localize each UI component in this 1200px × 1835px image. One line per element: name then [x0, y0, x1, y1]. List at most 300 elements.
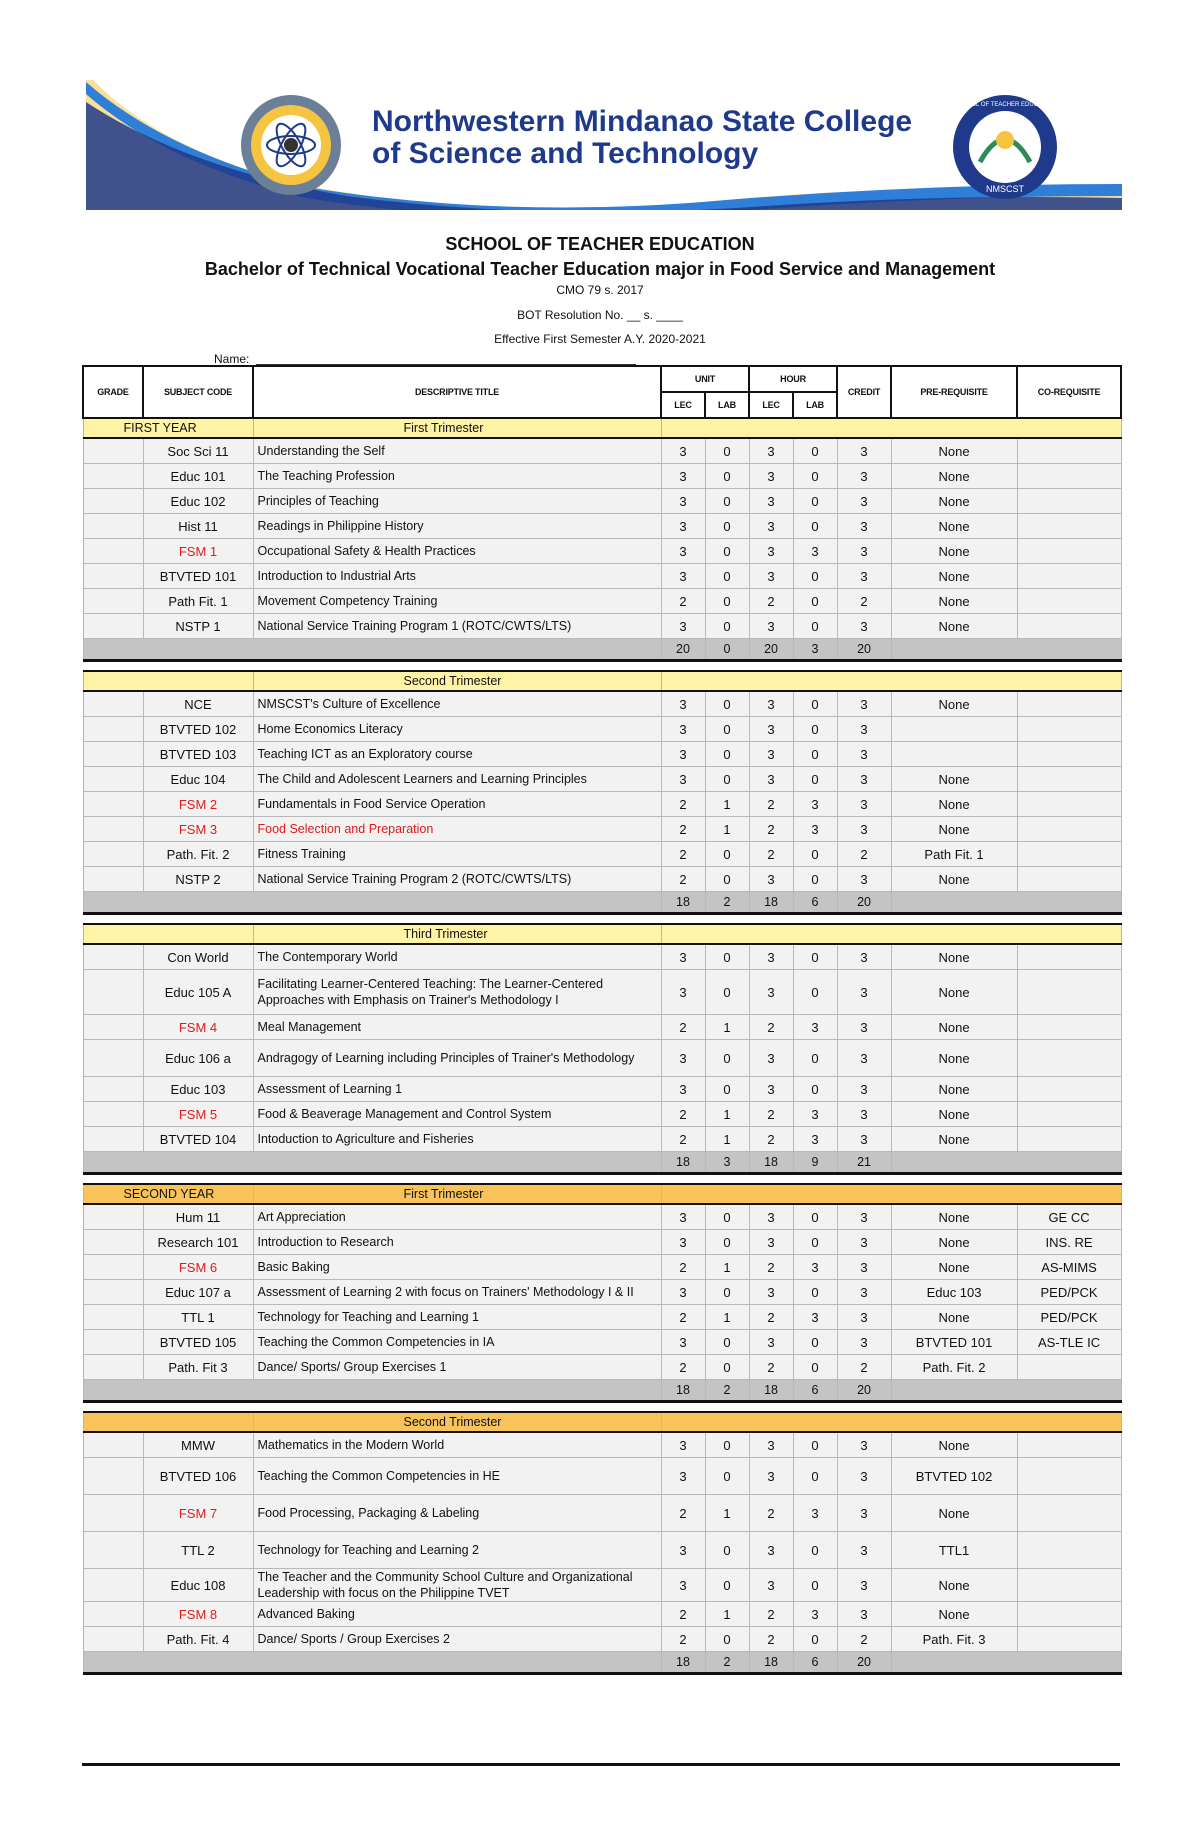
- total-u-lec: 18: [661, 892, 705, 914]
- subject-code: FSM 5: [143, 1102, 253, 1127]
- grade-cell[interactable]: [83, 1280, 143, 1305]
- h-lab-cell: 0: [793, 1627, 837, 1652]
- grade-cell[interactable]: [83, 1569, 143, 1602]
- pre-requisite: BTVTED 102: [891, 1458, 1017, 1495]
- course-row: [83, 464, 1121, 489]
- col-unit: UNIT: [661, 366, 749, 392]
- course-row: [83, 489, 1121, 514]
- u-lab-cell: 0: [705, 767, 749, 792]
- pre-requisite: Path Fit. 1: [891, 842, 1017, 867]
- co-requisite: AS-TLE IC: [1017, 1330, 1121, 1355]
- credit-cell: 3: [837, 1458, 891, 1495]
- h-lab-cell: 0: [793, 842, 837, 867]
- total-u-lab: 3: [705, 1152, 749, 1174]
- descriptive-title: National Service Training Program 1 (ROTC/CWTS/LTS): [253, 614, 661, 639]
- u-lec-cell: 2: [661, 1015, 705, 1040]
- credit-cell: 2: [837, 1355, 891, 1380]
- subject-code: Hum 11: [143, 1204, 253, 1230]
- u-lec-cell: 3: [661, 1532, 705, 1569]
- term-filler: [661, 671, 1121, 691]
- pre-requisite: None: [891, 1432, 1017, 1458]
- total-filler: [891, 639, 1121, 661]
- h-lab-cell: 0: [793, 514, 837, 539]
- h-lec-cell: 2: [749, 1355, 793, 1380]
- total-u-lab: 2: [705, 1652, 749, 1674]
- subject-code: Hist 11: [143, 514, 253, 539]
- h-lab-cell: 0: [793, 1204, 837, 1230]
- subject-code: BTVTED 105: [143, 1330, 253, 1355]
- credit-cell: 2: [837, 589, 891, 614]
- subject-code: Path. Fit. 4: [143, 1627, 253, 1652]
- descriptive-title: The Child and Adolescent Learners and Learning Principles: [253, 767, 661, 792]
- grade-cell[interactable]: [83, 514, 143, 539]
- grade-cell[interactable]: [83, 1532, 143, 1569]
- term-label: First Trimester: [253, 1184, 661, 1204]
- col-unit-lec: LEC: [661, 392, 705, 418]
- course-row: [83, 1458, 1121, 1495]
- subject-code: FSM 8: [143, 1602, 253, 1627]
- grade-cell[interactable]: [83, 1355, 143, 1380]
- u-lec-cell: 3: [661, 539, 705, 564]
- u-lab-cell: 0: [705, 1532, 749, 1569]
- u-lab-cell: 0: [705, 1204, 749, 1230]
- section-gap: [83, 914, 1121, 925]
- subject-code: NSTP 2: [143, 867, 253, 892]
- descriptive-title: National Service Training Program 2 (ROTC/CWTS/LTS): [253, 867, 661, 892]
- u-lab-cell: 0: [705, 1355, 749, 1380]
- co-requisite: PED/PCK: [1017, 1305, 1121, 1330]
- pre-requisite: None: [891, 489, 1017, 514]
- credit-cell: 3: [837, 792, 891, 817]
- subject-code: TTL 1: [143, 1305, 253, 1330]
- h-lec-cell: 3: [749, 742, 793, 767]
- course-row: [83, 767, 1121, 792]
- h-lec-cell: 3: [749, 1532, 793, 1569]
- subject-code: Path. Fit 3: [143, 1355, 253, 1380]
- total-label-cell: [83, 1152, 661, 1174]
- descriptive-title: Introduction to Research: [253, 1230, 661, 1255]
- u-lab-cell: 0: [705, 489, 749, 514]
- h-lec-cell: 3: [749, 514, 793, 539]
- total-label-cell: [83, 1380, 661, 1402]
- course-row: [83, 1280, 1121, 1305]
- h-lab-cell: 0: [793, 464, 837, 489]
- h-lec-cell: 2: [749, 1255, 793, 1280]
- col-hour-lab: LAB: [793, 392, 837, 418]
- h-lab-cell: 0: [793, 1280, 837, 1305]
- h-lab-cell: 0: [793, 867, 837, 892]
- descriptive-title: Dance/ Sports / Group Exercises 2: [253, 1627, 661, 1652]
- u-lec-cell: 2: [661, 589, 705, 614]
- u-lec-cell: 2: [661, 1102, 705, 1127]
- pre-requisite: None: [891, 1077, 1017, 1102]
- course-row: [83, 842, 1121, 867]
- col-grade: GRADE: [83, 366, 143, 418]
- co-requisite: [1017, 742, 1121, 767]
- pre-requisite: None: [891, 614, 1017, 639]
- college-name: [372, 106, 912, 170]
- co-requisite: [1017, 1532, 1121, 1569]
- pre-requisite: None: [891, 539, 1017, 564]
- grade-cell[interactable]: [83, 539, 143, 564]
- total-h-lec: 18: [749, 1652, 793, 1674]
- gap-cell: [83, 1402, 1121, 1413]
- grade-cell[interactable]: [83, 1077, 143, 1102]
- subject-code: MMW: [143, 1432, 253, 1458]
- grade-cell[interactable]: [83, 1627, 143, 1652]
- subject-code: FSM 4: [143, 1015, 253, 1040]
- u-lec-cell: 3: [661, 1330, 705, 1355]
- credit-cell: 3: [837, 1040, 891, 1077]
- course-row: [83, 867, 1121, 892]
- grade-cell[interactable]: [83, 842, 143, 867]
- grade-cell[interactable]: [83, 970, 143, 1015]
- co-requisite: [1017, 1077, 1121, 1102]
- course-row: [83, 1077, 1121, 1102]
- descriptive-title: Dance/ Sports/ Group Exercises 1: [253, 1355, 661, 1380]
- u-lec-cell: 2: [661, 1602, 705, 1627]
- u-lec-cell: 2: [661, 1627, 705, 1652]
- descriptive-title: Technology for Teaching and Learning 1: [253, 1305, 661, 1330]
- grade-cell[interactable]: [83, 1495, 143, 1532]
- descriptive-title: Home Economics Literacy: [253, 717, 661, 742]
- h-lec-cell: 3: [749, 970, 793, 1015]
- grade-cell[interactable]: [83, 817, 143, 842]
- u-lec-cell: 2: [661, 1127, 705, 1152]
- h-lec-cell: 3: [749, 564, 793, 589]
- course-row: [83, 1230, 1121, 1255]
- course-row: [83, 1204, 1121, 1230]
- grade-cell[interactable]: [83, 1204, 143, 1230]
- credit-cell: 3: [837, 742, 891, 767]
- term-header-row: [83, 418, 1121, 438]
- grade-cell[interactable]: [83, 717, 143, 742]
- total-row: [83, 639, 1121, 661]
- co-requisite: AS-MIMS: [1017, 1255, 1121, 1280]
- co-requisite: [1017, 589, 1121, 614]
- total-credit: 20: [837, 1380, 891, 1402]
- h-lab-cell: 3: [793, 1255, 837, 1280]
- h-lec-cell: 3: [749, 1432, 793, 1458]
- cmo-reference: CMO 79 s. 2017: [556, 283, 644, 297]
- u-lab-cell: 0: [705, 1280, 749, 1305]
- h-lab-cell: 0: [793, 767, 837, 792]
- co-requisite: PED/PCK: [1017, 1280, 1121, 1305]
- h-lab-cell: 0: [793, 742, 837, 767]
- co-requisite: [1017, 767, 1121, 792]
- descriptive-title: Movement Competency Training: [253, 589, 661, 614]
- u-lab-cell: 1: [705, 1305, 749, 1330]
- h-lab-cell: 3: [793, 1305, 837, 1330]
- footer-rule: [82, 1763, 1120, 1766]
- h-lec-cell: 2: [749, 1602, 793, 1627]
- grade-cell[interactable]: [83, 1255, 143, 1280]
- co-requisite: [1017, 614, 1121, 639]
- u-lab-cell: 0: [705, 691, 749, 717]
- grade-cell[interactable]: [83, 1102, 143, 1127]
- grade-cell[interactable]: [83, 464, 143, 489]
- grade-cell[interactable]: [83, 589, 143, 614]
- credit-cell: 3: [837, 1102, 891, 1127]
- credit-cell: 3: [837, 767, 891, 792]
- h-lab-cell: 3: [793, 1102, 837, 1127]
- descriptive-title: Andragogy of Learning including Principles of Trainer's Methodology: [253, 1040, 661, 1077]
- bot-resolution: BOT Resolution No. __ s. ____: [517, 308, 683, 322]
- pre-requisite: None: [891, 1569, 1017, 1602]
- grade-cell[interactable]: [83, 944, 143, 970]
- grade-cell[interactable]: [83, 1432, 143, 1458]
- h-lab-cell: 3: [793, 1495, 837, 1532]
- grade-cell[interactable]: [83, 489, 143, 514]
- co-requisite: [1017, 1040, 1121, 1077]
- u-lec-cell: 3: [661, 1569, 705, 1602]
- subject-code: Educ 103: [143, 1077, 253, 1102]
- credit-cell: 3: [837, 717, 891, 742]
- pre-requisite: None: [891, 1204, 1017, 1230]
- term-filler: [661, 1412, 1121, 1432]
- u-lec-cell: 3: [661, 1458, 705, 1495]
- course-row: [83, 589, 1121, 614]
- grade-cell[interactable]: [83, 1330, 143, 1355]
- subject-code: Research 101: [143, 1230, 253, 1255]
- h-lec-cell: 2: [749, 1015, 793, 1040]
- pre-requisite: None: [891, 464, 1017, 489]
- descriptive-title: Fundamentals in Food Service Operation: [253, 792, 661, 817]
- h-lec-cell: 2: [749, 1305, 793, 1330]
- credit-cell: 3: [837, 1280, 891, 1305]
- u-lab-cell: 1: [705, 1255, 749, 1280]
- section-gap: [83, 1174, 1121, 1185]
- subject-code: Educ 107 a: [143, 1280, 253, 1305]
- descriptive-title: Meal Management: [253, 1015, 661, 1040]
- grade-cell[interactable]: [83, 1305, 143, 1330]
- co-requisite: [1017, 792, 1121, 817]
- course-row: [83, 1432, 1121, 1458]
- credit-cell: 3: [837, 1532, 891, 1569]
- college-name-line1: Northwestern Mindanao State College: [372, 105, 913, 138]
- subject-code: BTVTED 104: [143, 1127, 253, 1152]
- pre-requisite: None: [891, 438, 1017, 464]
- grade-cell[interactable]: [83, 564, 143, 589]
- subject-code: Educ 102: [143, 489, 253, 514]
- u-lec-cell: 3: [661, 1230, 705, 1255]
- descriptive-title: Mathematics in the Modern World: [253, 1432, 661, 1458]
- grade-cell[interactable]: [83, 1230, 143, 1255]
- u-lec-cell: 3: [661, 944, 705, 970]
- u-lec-cell: 3: [661, 614, 705, 639]
- total-label-cell: [83, 892, 661, 914]
- u-lec-cell: 2: [661, 792, 705, 817]
- year-label: [83, 924, 253, 944]
- u-lec-cell: 2: [661, 1255, 705, 1280]
- course-row: [83, 1127, 1121, 1152]
- grade-cell[interactable]: [83, 1458, 143, 1495]
- term-filler: [661, 924, 1121, 944]
- descriptive-title: Introduction to Industrial Arts: [253, 564, 661, 589]
- grade-cell[interactable]: [83, 867, 143, 892]
- descriptive-title: Understanding the Self: [253, 438, 661, 464]
- course-row: [83, 1040, 1121, 1077]
- credit-cell: 3: [837, 438, 891, 464]
- grade-cell[interactable]: [83, 1015, 143, 1040]
- curriculum-table-wrap: [82, 365, 1120, 1675]
- h-lec-cell: 3: [749, 867, 793, 892]
- subject-code: Educ 101: [143, 464, 253, 489]
- curriculum-table: [82, 365, 1122, 1675]
- year-label: [83, 1412, 253, 1432]
- descriptive-title: Food & Beaverage Management and Control System: [253, 1102, 661, 1127]
- descriptive-title: Teaching the Common Competencies in HE: [253, 1458, 661, 1495]
- u-lab-cell: 0: [705, 867, 749, 892]
- co-requisite: [1017, 489, 1121, 514]
- h-lec-cell: 3: [749, 767, 793, 792]
- grade-cell[interactable]: [83, 1602, 143, 1627]
- gap-cell: [83, 661, 1121, 672]
- h-lab-cell: 0: [793, 614, 837, 639]
- u-lab-cell: 1: [705, 792, 749, 817]
- subject-code: TTL 2: [143, 1532, 253, 1569]
- total-h-lab: 6: [793, 1380, 837, 1402]
- u-lab-cell: 0: [705, 1627, 749, 1652]
- pre-requisite: [891, 742, 1017, 767]
- h-lab-cell: 3: [793, 539, 837, 564]
- h-lab-cell: 0: [793, 717, 837, 742]
- co-requisite: [1017, 1355, 1121, 1380]
- term-label: Second Trimester: [253, 671, 661, 691]
- course-row: [83, 1015, 1121, 1040]
- total-h-lab: 6: [793, 1652, 837, 1674]
- descriptive-title: Art Appreciation: [253, 1204, 661, 1230]
- grade-cell[interactable]: [83, 792, 143, 817]
- co-requisite: [1017, 1102, 1121, 1127]
- course-row: [83, 1532, 1121, 1569]
- pre-requisite: Path. Fit. 3: [891, 1627, 1017, 1652]
- total-h-lec: 18: [749, 892, 793, 914]
- total-row: [83, 1380, 1121, 1402]
- credit-cell: 3: [837, 1305, 891, 1330]
- h-lab-cell: 0: [793, 1040, 837, 1077]
- co-requisite: [1017, 1015, 1121, 1040]
- descriptive-title: Technology for Teaching and Learning 2: [253, 1532, 661, 1569]
- u-lab-cell: 0: [705, 1432, 749, 1458]
- h-lab-cell: 0: [793, 970, 837, 1015]
- total-u-lab: 2: [705, 892, 749, 914]
- h-lab-cell: 0: [793, 1330, 837, 1355]
- u-lec-cell: 3: [661, 1204, 705, 1230]
- subject-code: FSM 3: [143, 817, 253, 842]
- h-lec-cell: 2: [749, 1102, 793, 1127]
- pre-requisite: None: [891, 1015, 1017, 1040]
- pre-requisite: [891, 717, 1017, 742]
- section-gap: [83, 661, 1121, 672]
- subject-code: Educ 105 A: [143, 970, 253, 1015]
- section-gap: [83, 1402, 1121, 1413]
- h-lab-cell: 0: [793, 1432, 837, 1458]
- h-lec-cell: 3: [749, 1458, 793, 1495]
- u-lab-cell: 0: [705, 717, 749, 742]
- h-lec-cell: 3: [749, 464, 793, 489]
- pre-requisite: None: [891, 691, 1017, 717]
- u-lab-cell: 0: [705, 464, 749, 489]
- u-lab-cell: 1: [705, 1495, 749, 1532]
- h-lec-cell: 3: [749, 691, 793, 717]
- co-requisite: [1017, 564, 1121, 589]
- descriptive-title: Fitness Training: [253, 842, 661, 867]
- course-row: [83, 1355, 1121, 1380]
- course-row: [83, 1102, 1121, 1127]
- total-filler: [891, 1380, 1121, 1402]
- u-lab-cell: 1: [705, 817, 749, 842]
- total-filler: [891, 1152, 1121, 1174]
- co-requisite: [1017, 1127, 1121, 1152]
- u-lec-cell: 3: [661, 717, 705, 742]
- descriptive-title: Teaching ICT as an Exploratory course: [253, 742, 661, 767]
- u-lec-cell: 3: [661, 1280, 705, 1305]
- co-requisite: [1017, 464, 1121, 489]
- grade-cell[interactable]: [83, 742, 143, 767]
- co-requisite: [1017, 1432, 1121, 1458]
- grade-cell[interactable]: [83, 1040, 143, 1077]
- course-row: [83, 514, 1121, 539]
- descriptive-title: Principles of Teaching: [253, 489, 661, 514]
- grade-cell[interactable]: [83, 438, 143, 464]
- credit-cell: 3: [837, 1432, 891, 1458]
- u-lec-cell: 2: [661, 1355, 705, 1380]
- credit-cell: 3: [837, 1569, 891, 1602]
- u-lec-cell: 3: [661, 564, 705, 589]
- h-lab-cell: 3: [793, 1602, 837, 1627]
- total-filler: [891, 892, 1121, 914]
- course-row: [83, 1495, 1121, 1532]
- descriptive-title: Advanced Baking: [253, 1602, 661, 1627]
- h-lab-cell: 3: [793, 1015, 837, 1040]
- credit-cell: 3: [837, 944, 891, 970]
- course-row: [83, 564, 1121, 589]
- credit-cell: 3: [837, 970, 891, 1015]
- grade-cell[interactable]: [83, 691, 143, 717]
- grade-cell[interactable]: [83, 1127, 143, 1152]
- pre-requisite: BTVTED 101: [891, 1330, 1017, 1355]
- course-row: [83, 614, 1121, 639]
- grade-cell[interactable]: [83, 767, 143, 792]
- co-requisite: [1017, 539, 1121, 564]
- co-requisite: [1017, 867, 1121, 892]
- term-header-row: [83, 924, 1121, 944]
- pre-requisite: None: [891, 564, 1017, 589]
- co-requisite: [1017, 438, 1121, 464]
- h-lec-cell: 3: [749, 1569, 793, 1602]
- descriptive-title: Assessment of Learning 1: [253, 1077, 661, 1102]
- h-lab-cell: 0: [793, 564, 837, 589]
- u-lab-cell: 0: [705, 1330, 749, 1355]
- total-h-lec: 18: [749, 1152, 793, 1174]
- h-lec-cell: 2: [749, 1127, 793, 1152]
- u-lec-cell: 2: [661, 817, 705, 842]
- h-lab-cell: 3: [793, 817, 837, 842]
- term-label: Third Trimester: [253, 924, 661, 944]
- descriptive-title: Facilitating Learner-Centered Teaching: The Learner-Centered Approaches with Emphasis on Trainer's Methodology I: [253, 970, 661, 1015]
- svg-text:SCHOOL OF TEACHER EDUCATION: SCHOOL OF TEACHER EDUCATION: [954, 102, 1056, 108]
- h-lab-cell: 0: [793, 1077, 837, 1102]
- credit-cell: 3: [837, 1127, 891, 1152]
- term-header-row: [83, 1412, 1121, 1432]
- grade-cell[interactable]: [83, 614, 143, 639]
- curriculum-body: [83, 418, 1121, 1674]
- u-lab-cell: 0: [705, 589, 749, 614]
- h-lab-cell: 0: [793, 944, 837, 970]
- course-row: [83, 792, 1121, 817]
- course-row: [83, 438, 1121, 464]
